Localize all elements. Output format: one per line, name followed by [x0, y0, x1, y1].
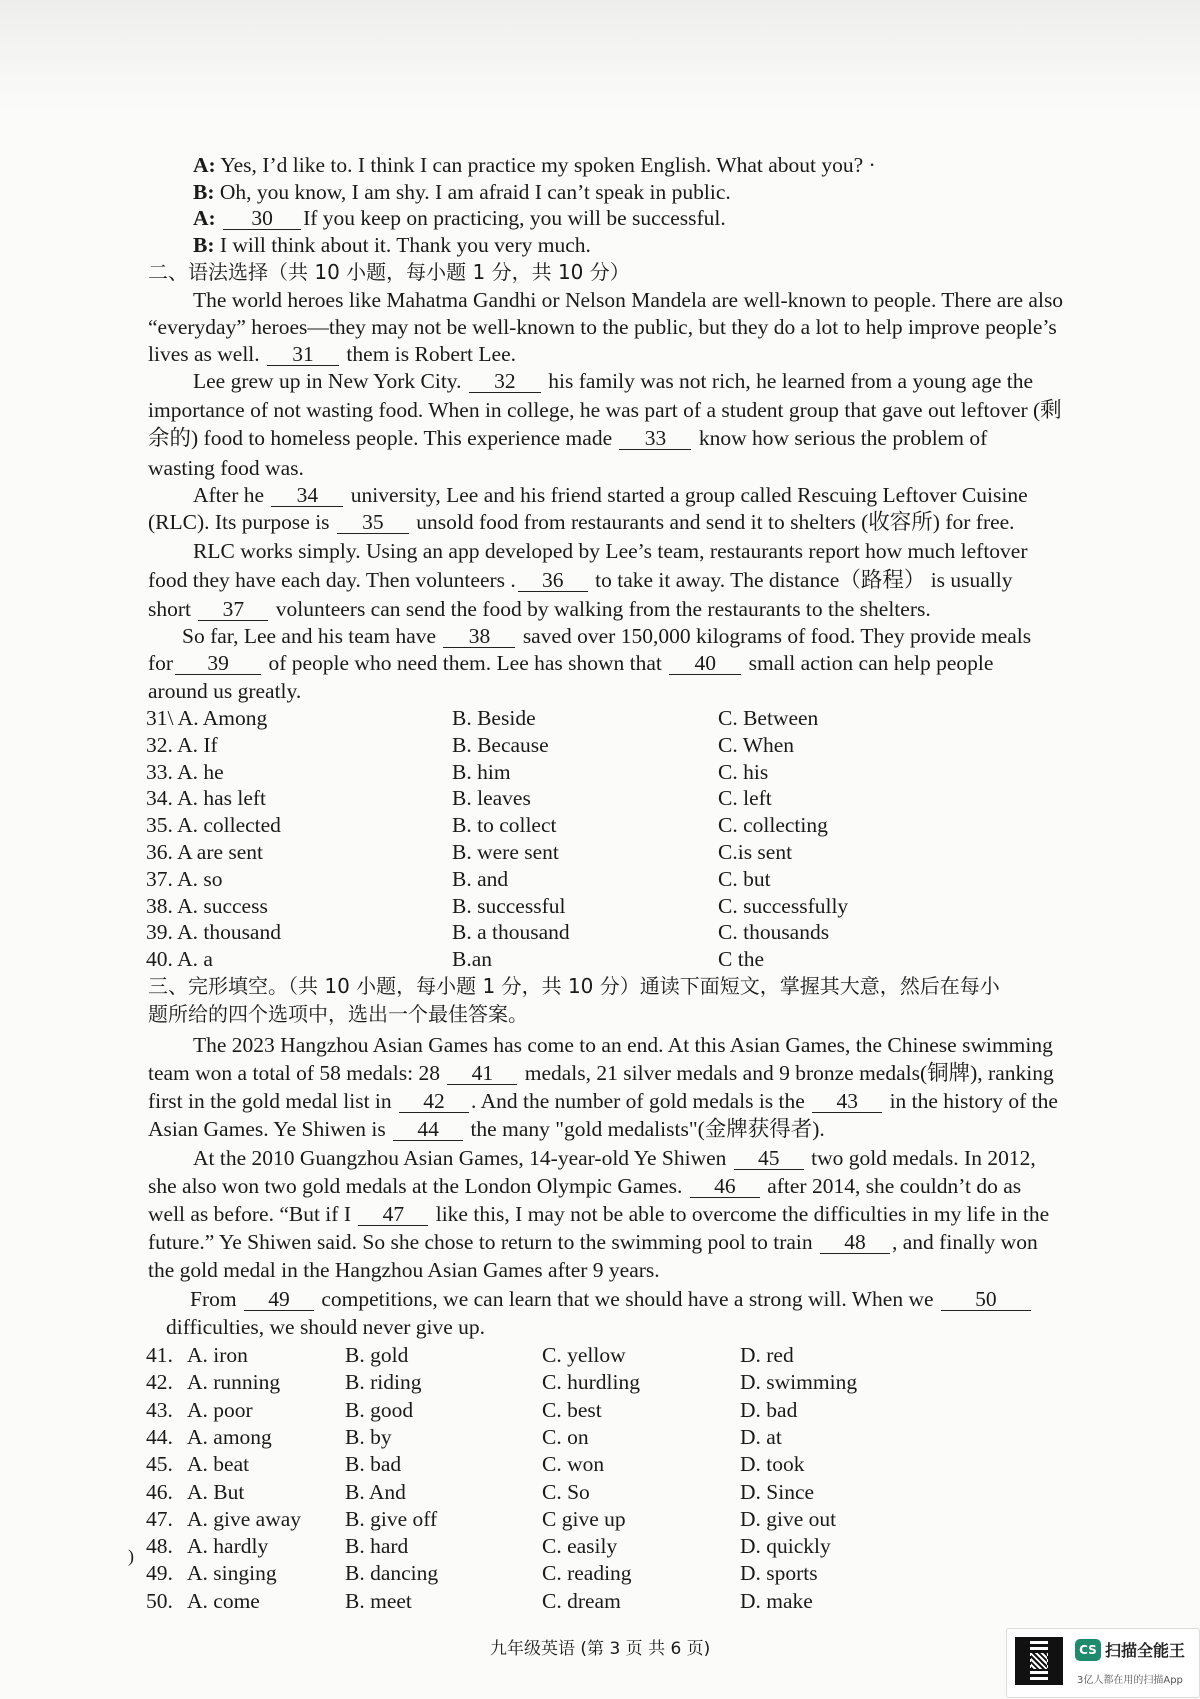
blank-34[interactable]: 34	[271, 484, 343, 507]
option-50-b[interactable]: B. meet	[345, 1588, 412, 1613]
question-number: 48.	[146, 1534, 173, 1559]
passage-line: After he 34 university, Lee and his friend started a group called Rescuing Leftover Cuisine	[193, 483, 1028, 507]
passage-line: the gold medal in the Hangzhou Asian Games after 9 years.	[148, 1258, 660, 1282]
option-39-a[interactable]: 39. A. thousand	[146, 920, 281, 945]
blank-41[interactable]: 41	[447, 1062, 517, 1085]
option-40-b[interactable]: B.an	[452, 947, 493, 972]
option-35-c[interactable]: C. collecting	[718, 813, 828, 838]
passage-line: The world heroes like Mahatma Gandhi or Nelson Mandela are well-known to people. There are also	[193, 288, 1064, 312]
passage-line: From 49 competitions, we can learn that we should have a strong will. When we 50	[190, 1286, 1033, 1313]
scanner-watermark	[1006, 1628, 1200, 1698]
option-42-d[interactable]: D. swimming	[740, 1370, 858, 1395]
option-49-c[interactable]: C. reading	[542, 1561, 632, 1586]
option-45-b[interactable]: B. bad	[345, 1452, 402, 1477]
passage-line: for 39 of people who need them. Lee has shown that 40 small action can help people	[148, 651, 994, 675]
blank-43[interactable]: 43	[812, 1090, 882, 1113]
option-40-c[interactable]: C the	[718, 947, 764, 972]
option-39-c[interactable]: C. thousands	[718, 920, 830, 945]
option-48-d[interactable]: D. quickly	[740, 1534, 831, 1559]
option-49-d[interactable]: D. sports	[740, 1561, 818, 1586]
question-number: 46.	[146, 1479, 173, 1504]
option-32-b[interactable]: B. Because	[452, 732, 549, 757]
blank-49[interactable]: 49	[244, 1288, 314, 1311]
option-39-b[interactable]: B. a thousand	[452, 920, 570, 945]
option-49-b[interactable]: B. dancing	[345, 1561, 439, 1586]
passage-line: So far, Lee and his team have 38 saved over 150,000 kilograms of food. They provide meals	[182, 624, 1032, 648]
option-34-c[interactable]: C. left	[718, 786, 772, 811]
watermark-subtitle: 3亿人都在用的扫描App	[1077, 1675, 1183, 1686]
section-heading: 二、语法选择（共 10 小题，每小题 1 分，共 10 分）	[148, 260, 630, 284]
option-46-d[interactable]: D. Since	[740, 1479, 815, 1504]
passage-line: wasting food was.	[148, 456, 304, 480]
option-33-b[interactable]: B. him	[452, 759, 511, 784]
blank-47[interactable]: 47	[358, 1203, 428, 1226]
section-heading: 三、完形填空。（共 10 小题，每小题 1 分，共 10 分）通读下面短文，掌握其大意，然后在每小	[148, 974, 1000, 998]
blank-48[interactable]: 48	[820, 1231, 890, 1254]
qr-code-icon	[1015, 1637, 1063, 1685]
option-48-a[interactable]: A. hardly	[187, 1534, 269, 1559]
dialogue-line: A: Yes, I’d like to. I think I can practice my spoken English. What about you? ·	[193, 153, 876, 177]
option-45-a[interactable]: A. beat	[187, 1452, 250, 1477]
page-footer: 九年级英语 (第 3 页 共 6 页)	[490, 1639, 711, 1659]
passage-line: lives as well. 31 them is Robert Lee.	[148, 342, 516, 366]
blank-37[interactable]: 37	[198, 598, 268, 621]
option-46-a[interactable]: A. But	[187, 1479, 245, 1504]
option-33-c[interactable]: C. his	[718, 759, 769, 784]
option-32-c[interactable]: C. When	[718, 732, 795, 757]
passage-line: food they have each day. Then volunteers . 36 to take it away. The distance（路程） is usually	[148, 568, 1013, 592]
option-42-b[interactable]: B. riding	[345, 1370, 422, 1395]
question-number: 45.	[146, 1452, 173, 1477]
question-number: 47.	[146, 1506, 173, 1531]
option-38-c[interactable]: C. successfully	[718, 893, 849, 918]
passage-line: first in the gold medal list in 42 . And the number of gold medals is the 43 in the history of the	[148, 1089, 1058, 1113]
blank-50[interactable]: 50	[941, 1288, 1031, 1311]
passage-line: Asian Games. Ye Shiwen is 44 the many "gold medalists"(金牌获得者).	[148, 1117, 825, 1141]
option-33-a[interactable]: 33. A. he	[146, 759, 224, 784]
passage-line: team won a total of 58 medals: 28 41 medals, 21 silver medals and 9 bronze medals(铜牌), ranking	[148, 1061, 1054, 1085]
option-42-a[interactable]: A. running	[187, 1370, 281, 1395]
dialogue-line: A: 30 If you keep on practicing, you will be successful.	[193, 206, 726, 230]
blank-38[interactable]: 38	[443, 625, 515, 648]
blank-33[interactable]: 33	[619, 427, 691, 450]
option-34-b[interactable]: B. leaves	[452, 786, 531, 811]
option-42-c[interactable]: C. hurdling	[542, 1370, 640, 1395]
option-46-b[interactable]: B. And	[345, 1479, 406, 1504]
option-34-a[interactable]: 34. A. has left	[146, 786, 267, 811]
section-heading: 题所给的四个选项中，选出一个最佳答案。	[148, 1002, 528, 1026]
margin-mark: )	[128, 1546, 134, 1566]
question-number: 44.	[146, 1424, 173, 1449]
option-50-c[interactable]: C. dream	[542, 1588, 621, 1613]
option-40-a[interactable]: 40. A. a	[146, 947, 213, 972]
watermark-title: 扫描全能王	[1105, 1641, 1186, 1660]
option-37-c[interactable]: C. but	[718, 866, 771, 891]
blank-42[interactable]: 42	[399, 1090, 469, 1113]
passage-line: short 37 volunteers can send the food by walking from the restaurants to the shelters.	[148, 597, 931, 621]
dialogue-line: B: I will think about it. Thank you very much.	[193, 233, 591, 257]
blank-32[interactable]: 32	[469, 370, 541, 393]
option-41-b[interactable]: B. gold	[345, 1343, 409, 1367]
passage-line: well as before. “But if I 47 like this, I may not be able to overcome the difficulties in my life in the	[148, 1202, 1050, 1226]
dialogue-line: B: Oh, you know, I am shy. I am afraid I can’t speak in public.	[193, 180, 731, 204]
option-35-a[interactable]: 35. A. collected	[146, 813, 281, 838]
option-31-a[interactable]: 31\ A. Among	[146, 706, 268, 730]
option-44-b[interactable]: B. by	[345, 1424, 392, 1449]
option-44-a[interactable]: A. among	[187, 1424, 272, 1449]
option-31-c[interactable]: C. Between	[718, 706, 819, 730]
blank-36[interactable]: 36	[518, 569, 588, 592]
option-35-b[interactable]: B. to collect	[452, 813, 557, 838]
blank-30[interactable]: 30	[223, 207, 301, 230]
option-43-c[interactable]: C. best	[542, 1397, 602, 1422]
option-48-c[interactable]: C. easily	[542, 1534, 618, 1559]
passage-line: “everyday” heroes—they may not be well-known to the public, but they do a lot to help improve people’s	[148, 315, 1057, 339]
option-44-c[interactable]: C. on	[542, 1424, 589, 1449]
option-43-d[interactable]: D. bad	[740, 1397, 798, 1422]
option-47-c[interactable]: C give up	[542, 1506, 626, 1531]
option-45-c[interactable]: C. won	[542, 1452, 605, 1477]
blank-31[interactable]: 31	[267, 343, 339, 366]
blank-39[interactable]: 39	[175, 652, 261, 675]
option-47-b[interactable]: B. give off	[345, 1506, 438, 1531]
blank-45[interactable]: 45	[734, 1147, 804, 1170]
option-47-d[interactable]: D. give out	[740, 1506, 837, 1531]
blank-44[interactable]: 44	[393, 1118, 463, 1141]
question-number: 42.	[146, 1370, 173, 1395]
passage-line: she also won two gold medals at the London Olympic Games. 46 after 2014, she couldn’t do as	[148, 1174, 1022, 1198]
blank-35[interactable]: 35	[337, 511, 409, 534]
passage-line: difficulties, we should never give up.	[166, 1315, 486, 1339]
option-43-a[interactable]: A. poor	[187, 1397, 253, 1422]
option-43-b[interactable]: B. good	[345, 1397, 414, 1422]
option-47-a[interactable]: A. give away	[187, 1506, 302, 1531]
option-31-b[interactable]: B. Beside	[452, 706, 536, 730]
passage-line: importance of not wasting food. When in college, he was part of a student group that gave out leftover (剩	[148, 398, 1062, 422]
option-32-a[interactable]: 32. A. If	[146, 732, 218, 757]
question-number: 41.	[146, 1343, 173, 1367]
passage-line: At the 2010 Guangzhou Asian Games, 14-year-old Ye Shiwen 45 two gold medals. In 2012,	[193, 1146, 1036, 1170]
option-38-a[interactable]: 38. A. success	[146, 893, 268, 918]
option-49-a[interactable]: A. singing	[187, 1561, 277, 1586]
camscanner-logo-icon: CS	[1075, 1639, 1101, 1661]
passage-line: The 2023 Hangzhou Asian Games has come to an end. At this Asian Games, the Chinese swimming	[193, 1033, 1053, 1057]
option-48-b[interactable]: B. hard	[345, 1534, 409, 1559]
passage-line: (RLC). Its purpose is 35 unsold food from restaurants and send it to shelters (收容所) for free.	[148, 510, 1015, 534]
option-44-d[interactable]: D. at	[740, 1424, 782, 1449]
passage-line: around us greatly.	[148, 679, 302, 703]
question-number: 43.	[146, 1397, 173, 1422]
option-37-b[interactable]: B. and	[452, 866, 509, 891]
passage-line: Lee grew up in New York City. 32 his family was not rich, he learned from a young age the	[193, 369, 1034, 393]
option-37-a[interactable]: 37. A. so	[146, 866, 223, 891]
option-41-a[interactable]: A. iron	[187, 1343, 248, 1367]
option-45-d[interactable]: D. took	[740, 1452, 805, 1477]
question-number: 49.	[146, 1561, 173, 1586]
option-46-c[interactable]: C. So	[542, 1479, 590, 1504]
option-41-c[interactable]: C. yellow	[542, 1343, 626, 1367]
passage-line: 余的) food to homeless people. This experience made 33 know how serious the problem of	[148, 426, 988, 450]
scan-top-shadow	[0, 0, 1200, 110]
question-number: 50.	[146, 1588, 173, 1613]
blank-46[interactable]: 46	[690, 1175, 760, 1198]
option-36-c[interactable]: C.is sent	[718, 840, 793, 864]
option-50-a[interactable]: A. come	[187, 1588, 260, 1613]
passage-line: future.” Ye Shiwen said. So she chose to return to the swimming pool to train 48 , and finally won	[148, 1230, 1038, 1254]
option-41-d[interactable]: D. red	[740, 1343, 794, 1367]
option-36-a[interactable]: 36. A are sent	[146, 840, 264, 864]
blank-40[interactable]: 40	[669, 652, 741, 675]
option-38-b[interactable]: B. successful	[452, 893, 566, 918]
option-50-d[interactable]: D. make	[740, 1588, 813, 1613]
passage-line: RLC works simply. Using an app developed by Lee’s team, restaurants report how much leftover	[193, 539, 1028, 563]
option-36-b[interactable]: B. were sent	[452, 840, 559, 864]
